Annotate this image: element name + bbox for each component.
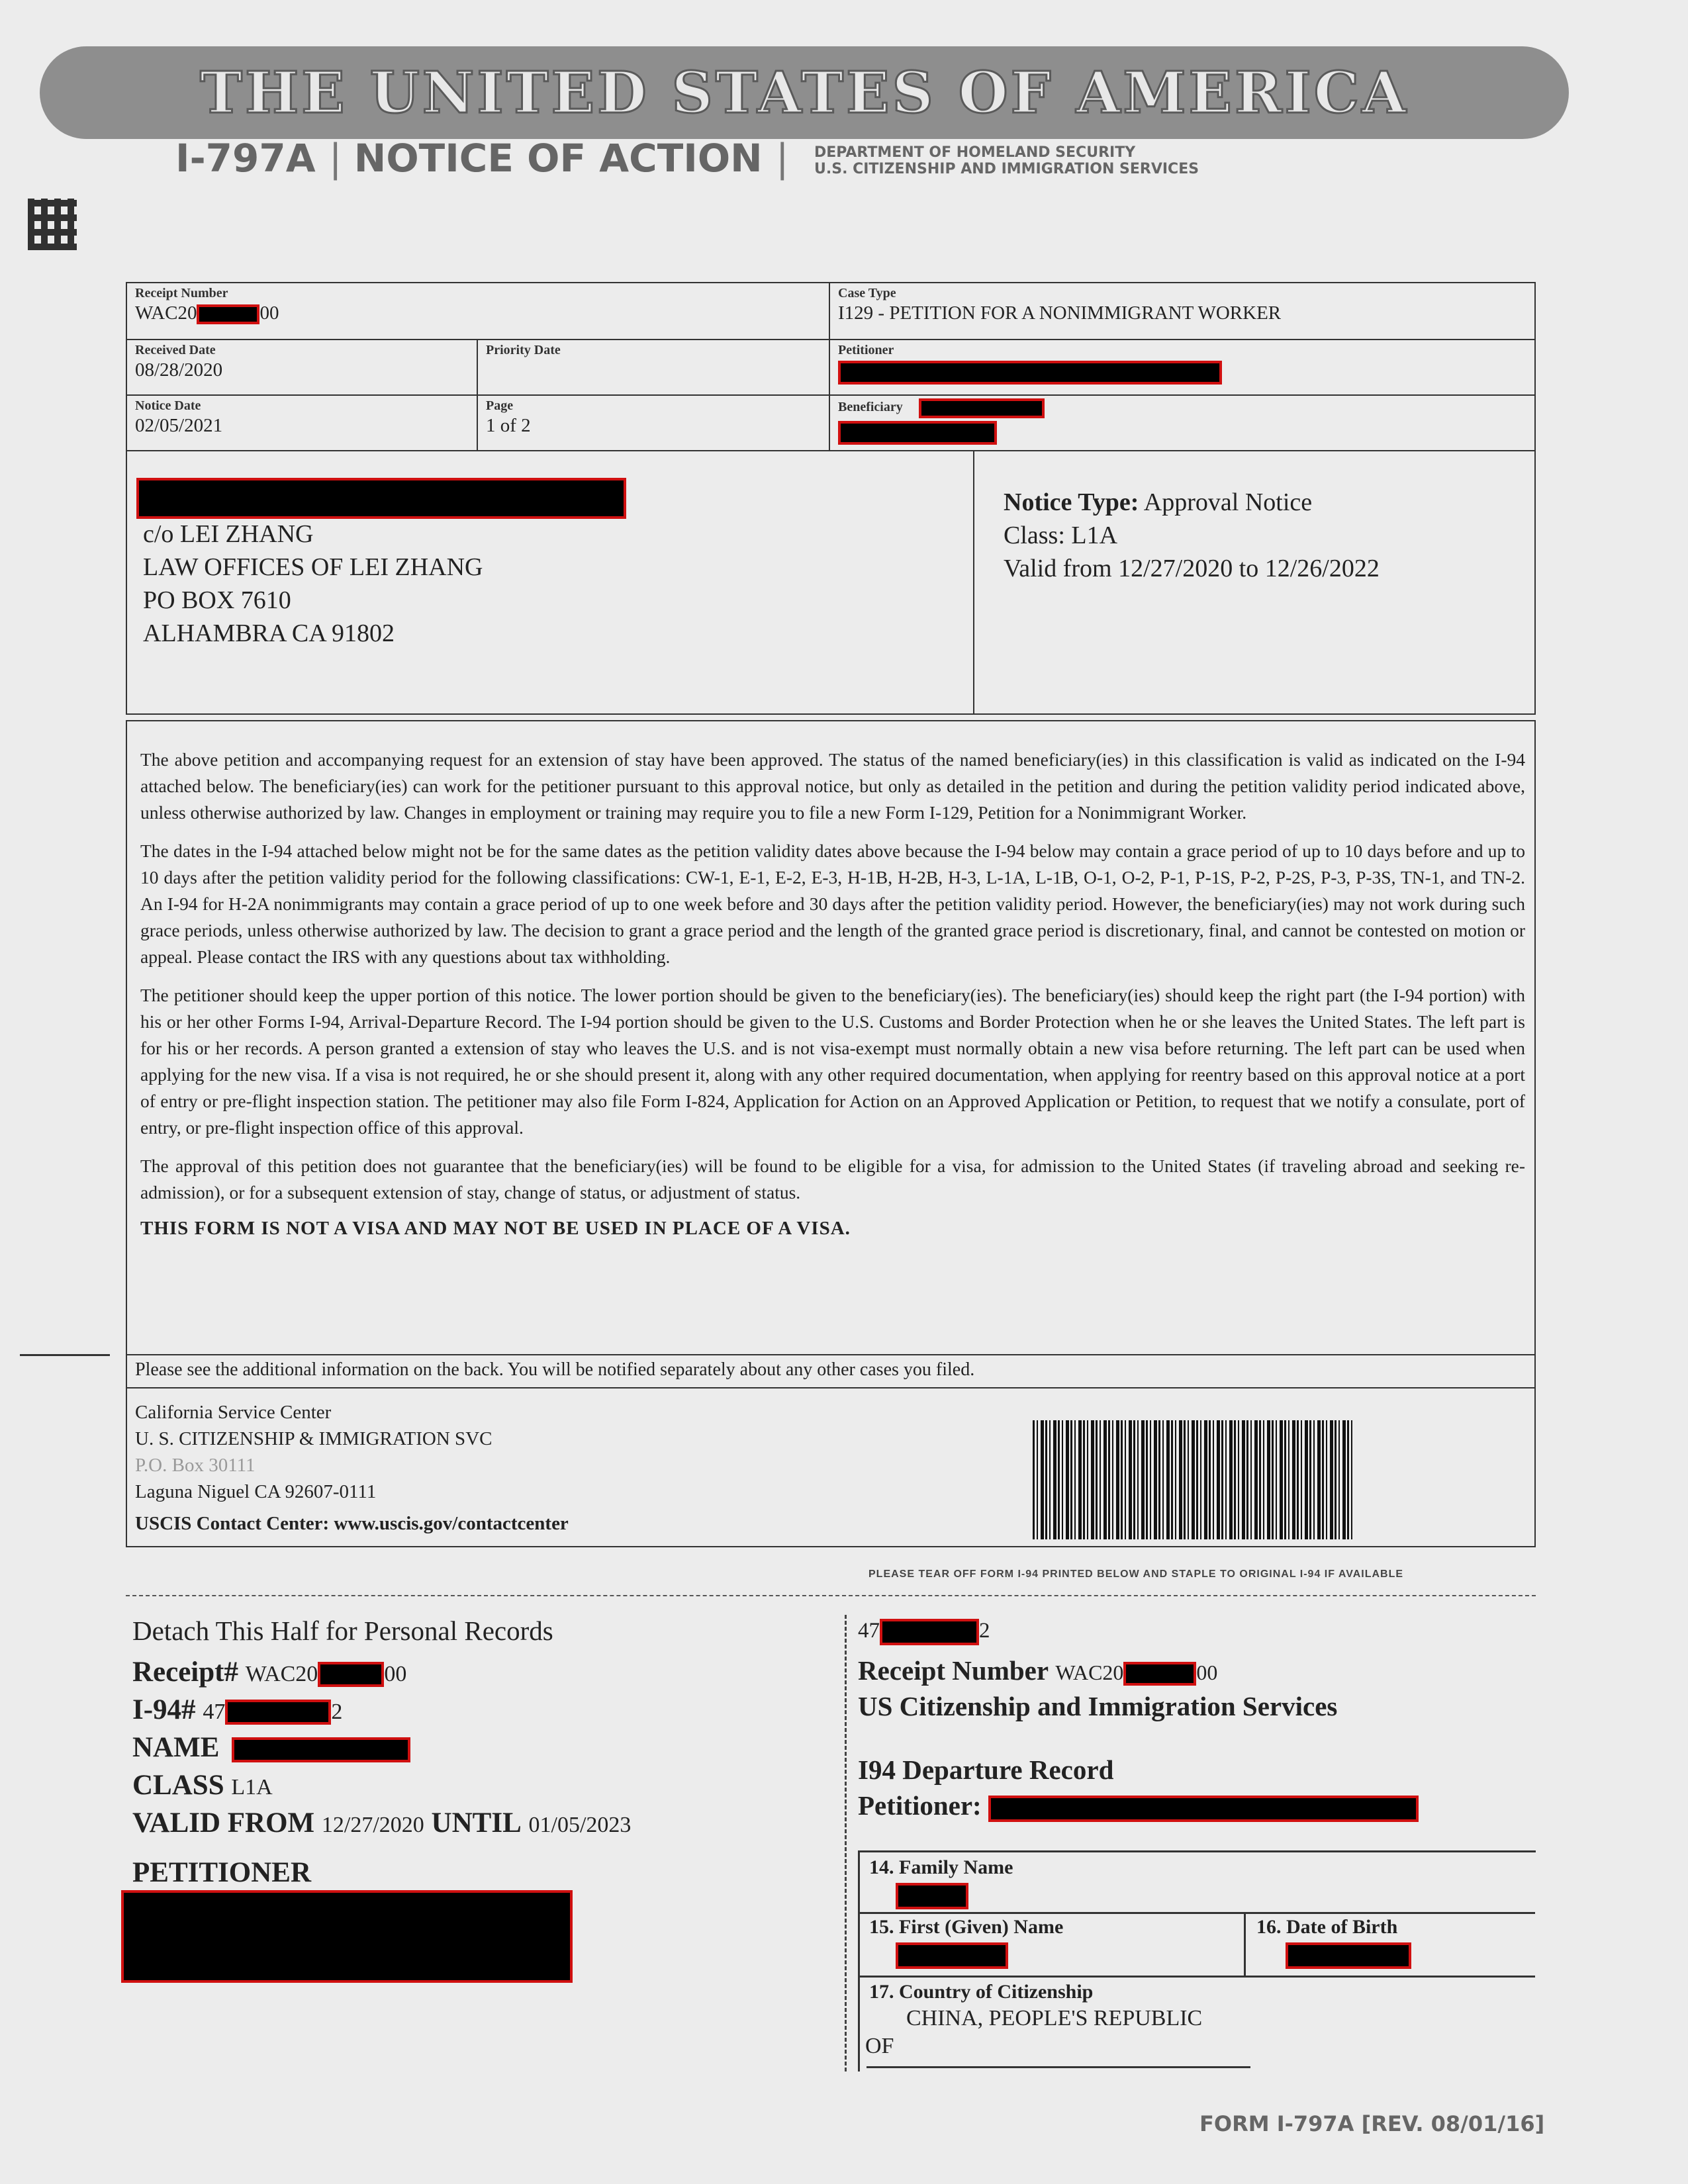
receipt-label: Receipt Number [135, 286, 228, 300]
redaction [838, 361, 1222, 385]
redaction [136, 478, 626, 519]
address-divider [973, 451, 974, 713]
departure-record-title: I94 Departure Record [858, 1754, 1114, 1786]
receipt-value: WAC20 00 [135, 302, 279, 324]
received-date-label: Received Date [135, 343, 216, 357]
service-center-line-3: P.O. Box 30111 [135, 1455, 256, 1476]
redaction [896, 1942, 1008, 1969]
banner [40, 46, 1569, 139]
petitioner-label: Petitioner [838, 343, 894, 357]
department-line-1: DEPARTMENT OF HOMELAND SECURITY [814, 144, 1136, 161]
paragraph-approval: The above petition and accompanying request for an extension of stay have been approved. The status of the named beneficiary(ies) in this classification is valid as indicated on the I-94 attached below. The beneficiary(ies) can work for the petitioner pursuant to this approval notice, but only as detailed in the petition and during the petition validity period indicated above, unless otherwise authorized by law. Changes in employment or training may require you to file a new Form I-129, Petition for a Nonimmigrant Worker. [140, 749, 1525, 823]
right-petitioner-row: Petitioner: [858, 1790, 1533, 1822]
form-title: I-797A | NOTICE OF ACTION | [175, 136, 789, 181]
stub-valid-row: VALID FROM 12/27/2020 UNTIL 01/05/2023 [132, 1807, 632, 1839]
date-of-birth-field [1246, 1912, 1535, 1978]
redaction [318, 1662, 384, 1687]
case-type-cell [830, 283, 1536, 340]
country-value-cont: OF [865, 2034, 894, 2058]
receipt-cell [127, 283, 830, 340]
notice-valid-dates: Valid from 12/27/2020 to 12/26/2022 [1004, 555, 1380, 582]
barcode [1033, 1420, 1353, 1539]
banner-title: THE UNITED STATES OF AMERICA [200, 59, 1409, 126]
service-center-address [135, 1399, 569, 1537]
received-date-value: 08/28/2020 [135, 359, 223, 381]
case-type-label: Case Type [838, 286, 896, 300]
redaction [1286, 1942, 1411, 1969]
country-label: 17. Country of Citizenship [869, 1981, 1094, 2003]
stub-name-row: NAME [132, 1731, 821, 1764]
margin-mark [20, 1354, 110, 1356]
address-line-2: LAW OFFICES OF LEI ZHANG [143, 553, 483, 581]
family-name-label: 14. Family Name [869, 1856, 1013, 1878]
redaction [232, 1737, 410, 1762]
service-center-line-1: California Service Center [135, 1402, 332, 1423]
right-receipt-row: Receipt Number WAC20 00 [858, 1655, 1218, 1686]
stub-divider [845, 1615, 847, 2071]
form-name: NOTICE OF ACTION [353, 136, 763, 181]
notice-date-label: Notice Date [135, 398, 201, 413]
priority-date-label: Priority Date [486, 343, 561, 357]
right-agency: US Citizenship and Immigration Services [858, 1691, 1338, 1722]
redaction [1123, 1662, 1196, 1686]
paragraph-i94-dates: The dates in the I-94 attached below might not be for the same dates as the petition validity dates above because the I-94 below may contain a grace period of up to 10 days before and up to 10 days after the petition validity period for the following classifications: CW-1, E-1, E-2, E-3, H-1B, H-2B, H-3, L-1A, L-1B, O-1, O-2, P-1, P-1S, P-2, P-2S, P-3, P-3S, TN-1, and TN-2. An I-94 for H-2A nonimmigrants may contain a grace period of up to one week before and 30 days after the petition validity period. However, the beneficiary(ies) may not work during such grace periods, unless otherwise authorized by law. The decision to grant a grace period and the length of the granted grace period is discretionary, final, and cannot be contested on motion or appeal. Please contact the IRS with any questions about tax withholding. [140, 841, 1525, 967]
family-name-field [860, 1852, 1535, 1914]
qr-code-icon [28, 199, 77, 250]
department-block [814, 144, 1199, 177]
visa-warning: THIS FORM IS NOT A VISA AND MAY NOT BE USED IN PLACE OF A VISA. [140, 1218, 851, 1239]
stub-receipt-row: Receipt# WAC20 00 [132, 1657, 407, 1688]
notice-class: Class: L1A [1004, 522, 1118, 549]
page-cell [478, 396, 830, 451]
left-stub [132, 1615, 821, 1889]
service-center-line-2: U. S. CITIZENSHIP & IMMIGRATION SVC [135, 1428, 492, 1449]
stub-top-rule [126, 1595, 1536, 1598]
received-date-cell [127, 340, 478, 396]
address-box [126, 451, 1536, 715]
i94-fields [858, 1850, 1536, 2071]
page-label: Page [486, 398, 514, 413]
notice-type-value: Approval Notice [1143, 488, 1313, 516]
case-info-grid [126, 282, 1536, 451]
notice-body [126, 720, 1536, 1355]
form-code: I-797A [175, 136, 316, 181]
redaction [988, 1796, 1419, 1822]
redaction [121, 1890, 573, 1983]
priority-date-cell [478, 340, 830, 396]
country-field [860, 1976, 1535, 2071]
stub-class-row: CLASS L1A [132, 1770, 273, 1801]
page-value: 1 of 2 [486, 415, 531, 436]
petitioner-cell [830, 340, 1536, 396]
case-type-value: I129 - PETITION FOR A NONIMMIGRANT WORKER [838, 302, 1282, 324]
department-line-2: U.S. CITIZENSHIP AND IMMIGRATION SERVICES [814, 161, 1199, 177]
beneficiary-label: Beneficiary [838, 399, 903, 414]
right-stub [858, 1619, 1533, 1822]
redaction [896, 1883, 968, 1909]
given-name-field [860, 1912, 1246, 1978]
date-of-birth-label: 16. Date of Birth [1256, 1916, 1398, 1938]
notice-date-cell [127, 396, 478, 451]
service-center-box [126, 1388, 1536, 1547]
redaction [197, 304, 259, 324]
right-i94-number: 47 2 [858, 1619, 1533, 1645]
country-underline [867, 2066, 1250, 2068]
address-line-1: c/o LEI ZHANG [143, 520, 314, 548]
form-revision: FORM I-797A [REV. 08/01/16] [1199, 2111, 1545, 2136]
beneficiary-cell [830, 396, 1536, 451]
redaction [919, 398, 1045, 418]
redaction [880, 1619, 979, 1645]
paragraph-petitioner-instructions: The petitioner should keep the upper portion of this notice. The lower portion should be given to the beneficiary(ies). The beneficiary(ies) should keep the right part (the I-94 portion) with his or her other Forms I-94, Arrival-Departure Record. The I-94 portion should be given to the U.S. Customs and Border Protection when he or she leaves the United States. The left part is for his or her records. A person granted a extension of stay who leaves the U.S. and is not visa-exempt must normally obtain a new visa before returning. The left part can be used when applying for the new visa. If a visa is not required, he or she should present it, along with any other required documentation, when applying for reentry based on this approval notice at a port of entry or pre-flight inspection station. The petitioner may also file Form I-824, Application for Action on an Approved Application or Petition, to request that we notify a consulate, port of entry, or pre-flight inspection office of this approval. [140, 985, 1525, 1138]
address-line-3: PO BOX 7610 [143, 586, 291, 614]
mailing-address [143, 518, 483, 650]
stub-i94-row: I-94# 47 2 [132, 1694, 343, 1725]
notice-type-label: Notice Type: [1004, 488, 1139, 516]
detach-heading: Detach This Half for Personal Records [132, 1615, 553, 1646]
notice-date-value: 02/05/2021 [135, 415, 223, 436]
country-value: CHINA, PEOPLE'S REPUBLIC [906, 2006, 1203, 2030]
additional-info: Please see the additional information on the back. You will be notified separately about any other cases you filed. [126, 1355, 1536, 1388]
paragraph-visa-disclaimer: The approval of this petition does not guarantee that the beneficiary(ies) will be found to be eligible for a visa, for admission to the United States (if traveling abroad and seeking re-admission), or for a subsequent extension of stay, change of status, or adjustment of status. [140, 1156, 1525, 1203]
address-line-4: ALHAMBRA CA 91802 [143, 619, 395, 647]
stub-petitioner-label: PETITIONER [132, 1857, 312, 1888]
given-name-label: 15. First (Given) Name [869, 1916, 1064, 1938]
redaction [225, 1700, 331, 1725]
redaction [838, 421, 997, 445]
contact-center-line: USCIS Contact Center: www.uscis.gov/contactcenter [135, 1513, 569, 1534]
service-center-line-4: Laguna Niguel CA 92607-0111 [135, 1481, 377, 1502]
tear-off-note: PLEASE TEAR OFF FORM I-94 PRINTED BELOW AND STAPLE TO ORIGINAL I-94 IF AVAILABLE [868, 1569, 1404, 1580]
notice-summary [1004, 486, 1380, 585]
